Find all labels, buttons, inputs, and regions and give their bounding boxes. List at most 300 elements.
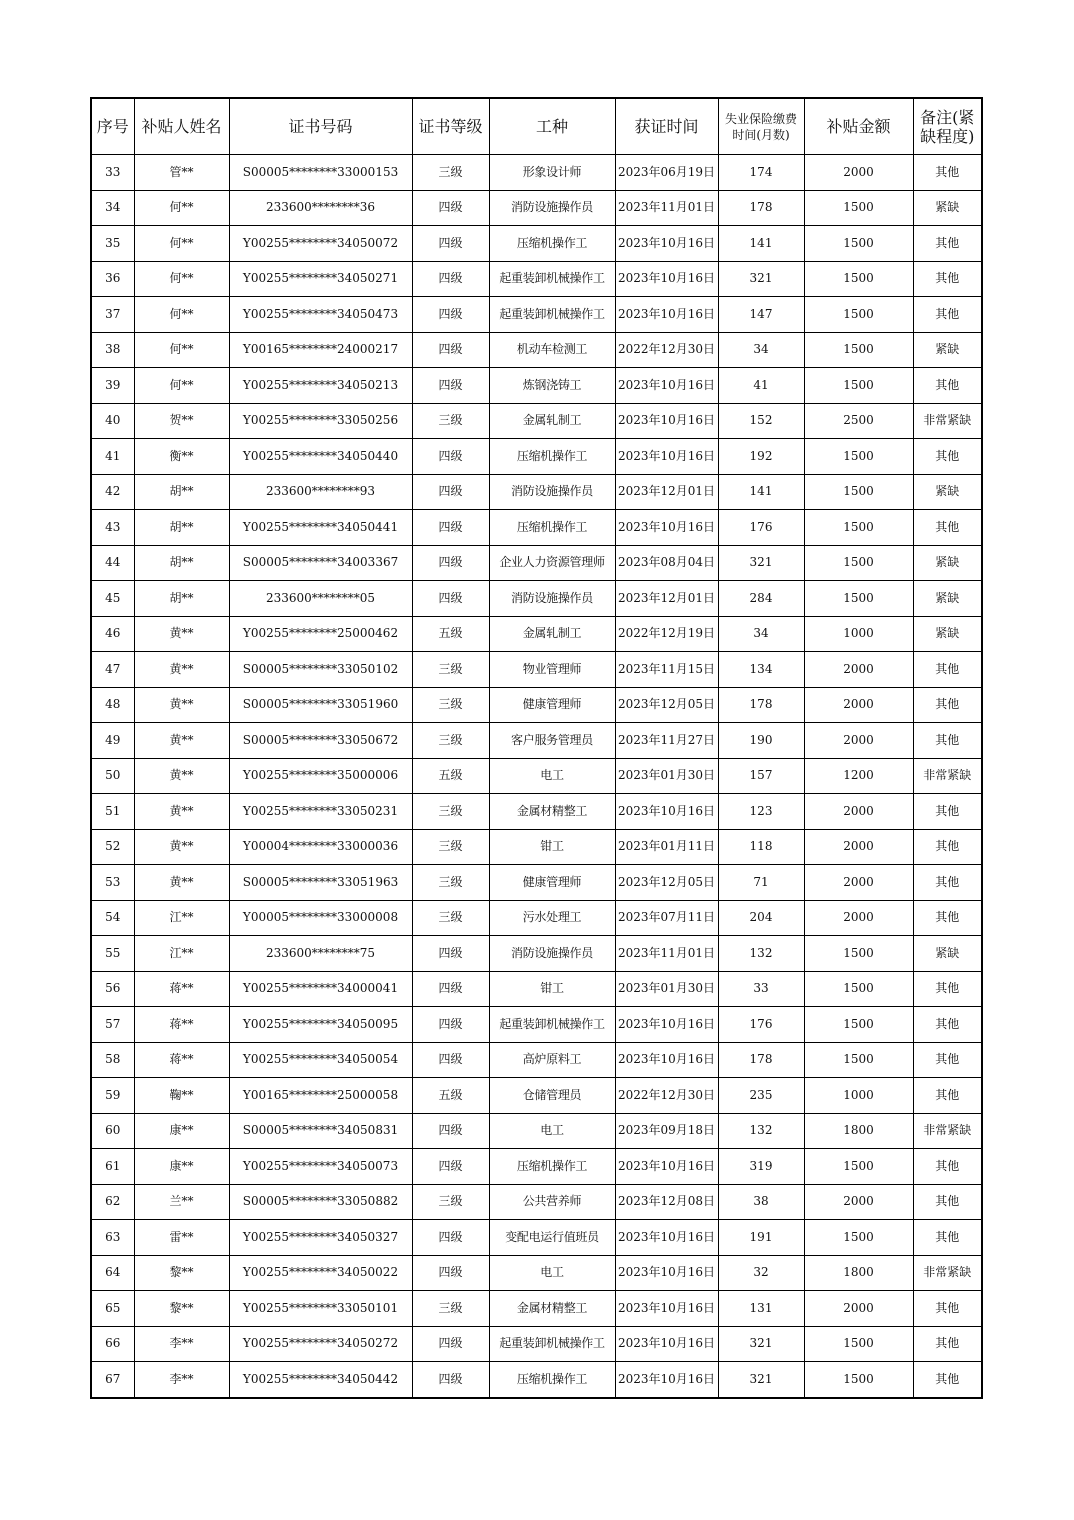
- cert-number-cell: Y00255********34050271: [229, 261, 412, 297]
- remark-cell: 紧缺: [913, 936, 982, 972]
- table-row: [91, 652, 982, 688]
- cert-level-cell: 三级: [412, 403, 489, 439]
- header-cert-date: 获证时间: [615, 98, 718, 155]
- insurance-months-cell: 174: [718, 155, 804, 191]
- insurance-months-cell: 191: [718, 1220, 804, 1256]
- insurance-months-cell: 157: [718, 758, 804, 794]
- seq-cell: 56: [91, 971, 134, 1007]
- insurance-months-cell: 32: [718, 1255, 804, 1291]
- seq-cell: 42: [91, 474, 134, 510]
- cert-number-cell: Y00255********34050073: [229, 1149, 412, 1185]
- job-type-cell: 健康管理师: [489, 865, 615, 901]
- seq-cell: 41: [91, 439, 134, 475]
- remark-cell: 紧缺: [913, 190, 982, 226]
- cert-level-cell: 四级: [412, 936, 489, 972]
- name-cell: 鞠**: [134, 1078, 229, 1114]
- remark-cell: 其他: [913, 829, 982, 865]
- table-row: [91, 687, 982, 723]
- insurance-months-cell: 33: [718, 971, 804, 1007]
- cert-level-cell: 三级: [412, 829, 489, 865]
- subsidy-amount-cell: 1500: [804, 971, 913, 1007]
- job-type-cell: 企业人力资源管理师: [489, 545, 615, 581]
- insurance-months-cell: 41: [718, 368, 804, 404]
- job-type-cell: 消防设施操作员: [489, 474, 615, 510]
- subsidy-amount-cell: 1500: [804, 545, 913, 581]
- job-type-cell: 起重装卸机械操作工: [489, 261, 615, 297]
- cert-date-cell: 2023年11月01日: [615, 936, 718, 972]
- cert-date-cell: 2023年12月05日: [615, 865, 718, 901]
- table-row: [91, 616, 982, 652]
- insurance-months-cell: 147: [718, 297, 804, 333]
- remark-cell: 其他: [913, 155, 982, 191]
- cert-level-cell: 五级: [412, 758, 489, 794]
- remark-cell: 非常紧缺: [913, 403, 982, 439]
- subsidy-amount-cell: 1200: [804, 758, 913, 794]
- table-row: [91, 332, 982, 368]
- seq-cell: 43: [91, 510, 134, 546]
- insurance-months-cell: 34: [718, 332, 804, 368]
- cert-date-cell: 2022年12月30日: [615, 332, 718, 368]
- name-cell: 何**: [134, 226, 229, 262]
- insurance-months-cell: 321: [718, 1326, 804, 1362]
- cert-level-cell: 三级: [412, 652, 489, 688]
- cert-number-cell: Y00255********34000041: [229, 971, 412, 1007]
- insurance-months-cell: 134: [718, 652, 804, 688]
- cert-date-cell: 2023年10月16日: [615, 261, 718, 297]
- remark-cell: 非常紧缺: [913, 758, 982, 794]
- header-subsidy-amount: 补贴金额: [804, 98, 913, 155]
- cert-date-cell: 2023年10月16日: [615, 226, 718, 262]
- cert-date-cell: 2023年12月01日: [615, 474, 718, 510]
- cert-level-cell: 四级: [412, 332, 489, 368]
- insurance-months-cell: 284: [718, 581, 804, 617]
- cert-date-cell: 2023年01月30日: [615, 758, 718, 794]
- name-cell: 江**: [134, 900, 229, 936]
- cert-number-cell: Y00255********34050022: [229, 1255, 412, 1291]
- seq-cell: 54: [91, 900, 134, 936]
- header-cert-number: 证书号码: [229, 98, 412, 155]
- name-cell: 康**: [134, 1149, 229, 1185]
- seq-cell: 55: [91, 936, 134, 972]
- insurance-months-cell: 123: [718, 794, 804, 830]
- job-type-cell: 金属材精整工: [489, 1291, 615, 1327]
- name-cell: 黎**: [134, 1255, 229, 1291]
- cert-number-cell: Y00255********34050327: [229, 1220, 412, 1256]
- insurance-months-cell: 132: [718, 936, 804, 972]
- cert-number-cell: 233600********93: [229, 474, 412, 510]
- cert-level-cell: 四级: [412, 581, 489, 617]
- insurance-months-cell: 71: [718, 865, 804, 901]
- subsidy-amount-cell: 1500: [804, 1007, 913, 1043]
- job-type-cell: 钳工: [489, 971, 615, 1007]
- subsidy-amount-cell: 1500: [804, 1326, 913, 1362]
- remark-cell: 紧缺: [913, 545, 982, 581]
- remark-cell: 紧缺: [913, 474, 982, 510]
- remark-cell: 其他: [913, 865, 982, 901]
- cert-level-cell: 三级: [412, 1184, 489, 1220]
- job-type-cell: 压缩机操作工: [489, 226, 615, 262]
- seq-cell: 60: [91, 1113, 134, 1149]
- cert-date-cell: 2023年10月16日: [615, 1291, 718, 1327]
- name-cell: 蒋**: [134, 971, 229, 1007]
- name-cell: 何**: [134, 332, 229, 368]
- seq-cell: 47: [91, 652, 134, 688]
- cert-date-cell: 2023年10月16日: [615, 1220, 718, 1256]
- insurance-months-cell: 192: [718, 439, 804, 475]
- subsidy-amount-cell: 1500: [804, 297, 913, 333]
- cert-number-cell: Y00255********33050256: [229, 403, 412, 439]
- subsidy-amount-cell: 2000: [804, 865, 913, 901]
- remark-cell: 其他: [913, 226, 982, 262]
- cert-date-cell: 2023年10月16日: [615, 510, 718, 546]
- job-type-cell: 健康管理师: [489, 687, 615, 723]
- cert-level-cell: 三级: [412, 865, 489, 901]
- job-type-cell: 电工: [489, 758, 615, 794]
- name-cell: 何**: [134, 297, 229, 333]
- cert-date-cell: 2023年10月16日: [615, 297, 718, 333]
- subsidy-amount-cell: 2000: [804, 687, 913, 723]
- cert-date-cell: 2023年08月04日: [615, 545, 718, 581]
- insurance-months-cell: 321: [718, 261, 804, 297]
- seq-cell: 50: [91, 758, 134, 794]
- seq-cell: 59: [91, 1078, 134, 1114]
- subsidy-amount-cell: 2000: [804, 900, 913, 936]
- table-row: [91, 474, 982, 510]
- cert-date-cell: 2023年10月16日: [615, 1042, 718, 1078]
- table-row: [91, 439, 982, 475]
- name-cell: 胡**: [134, 581, 229, 617]
- insurance-months-cell: 190: [718, 723, 804, 759]
- cert-level-cell: 四级: [412, 545, 489, 581]
- cert-number-cell: Y00255********33050231: [229, 794, 412, 830]
- cert-number-cell: Y00255********34050473: [229, 297, 412, 333]
- insurance-months-cell: 178: [718, 190, 804, 226]
- insurance-months-cell: 235: [718, 1078, 804, 1114]
- seq-cell: 35: [91, 226, 134, 262]
- cert-level-cell: 三级: [412, 687, 489, 723]
- cert-date-cell: 2022年12月19日: [615, 616, 718, 652]
- subsidy-amount-cell: 2500: [804, 403, 913, 439]
- cert-date-cell: 2023年10月16日: [615, 1255, 718, 1291]
- cert-number-cell: Y00255********35000006: [229, 758, 412, 794]
- seq-cell: 33: [91, 155, 134, 191]
- remark-cell: 其他: [913, 439, 982, 475]
- cert-level-cell: 四级: [412, 1362, 489, 1398]
- name-cell: 黄**: [134, 616, 229, 652]
- subsidy-amount-cell: 2000: [804, 794, 913, 830]
- name-cell: 李**: [134, 1326, 229, 1362]
- job-type-cell: 金属轧制工: [489, 403, 615, 439]
- table-row: [91, 1291, 982, 1327]
- remark-cell: 其他: [913, 687, 982, 723]
- name-cell: 何**: [134, 190, 229, 226]
- job-type-cell: 金属材精整工: [489, 794, 615, 830]
- subsidy-amount-cell: 1500: [804, 1362, 913, 1398]
- table-row: [91, 1042, 982, 1078]
- table-row: [91, 368, 982, 404]
- job-type-cell: 钳工: [489, 829, 615, 865]
- name-cell: 何**: [134, 261, 229, 297]
- subsidy-amount-cell: 1500: [804, 936, 913, 972]
- table-row: [91, 900, 982, 936]
- seq-cell: 51: [91, 794, 134, 830]
- remark-cell: 其他: [913, 1326, 982, 1362]
- name-cell: 黄**: [134, 687, 229, 723]
- cert-date-cell: 2023年12月05日: [615, 687, 718, 723]
- remark-cell: 其他: [913, 1007, 982, 1043]
- name-cell: 黄**: [134, 794, 229, 830]
- seq-cell: 63: [91, 1220, 134, 1256]
- table-row: [91, 297, 982, 333]
- subsidy-amount-cell: 1500: [804, 261, 913, 297]
- seq-cell: 36: [91, 261, 134, 297]
- cert-level-cell: 四级: [412, 1255, 489, 1291]
- name-cell: 黎**: [134, 1291, 229, 1327]
- cert-number-cell: Y00165********24000217: [229, 332, 412, 368]
- subsidy-amount-cell: 2000: [804, 1184, 913, 1220]
- cert-level-cell: 四级: [412, 368, 489, 404]
- table-row: [91, 1078, 982, 1114]
- name-cell: 衡**: [134, 439, 229, 475]
- job-type-cell: 高炉原料工: [489, 1042, 615, 1078]
- cert-number-cell: Y00255********34050440: [229, 439, 412, 475]
- table-row: [91, 1184, 982, 1220]
- name-cell: 李**: [134, 1362, 229, 1398]
- cert-date-cell: 2023年10月16日: [615, 794, 718, 830]
- subsidy-amount-cell: 1500: [804, 226, 913, 262]
- insurance-months-cell: 131: [718, 1291, 804, 1327]
- cert-number-cell: S00005********33000153: [229, 155, 412, 191]
- cert-date-cell: 2023年10月16日: [615, 1149, 718, 1185]
- remark-cell: 其他: [913, 1184, 982, 1220]
- seq-cell: 64: [91, 1255, 134, 1291]
- table-row: [91, 1113, 982, 1149]
- job-type-cell: 起重装卸机械操作工: [489, 1007, 615, 1043]
- cert-date-cell: 2023年10月16日: [615, 439, 718, 475]
- remark-cell: 其他: [913, 261, 982, 297]
- name-cell: 管**: [134, 155, 229, 191]
- job-type-cell: 公共营养师: [489, 1184, 615, 1220]
- name-cell: 何**: [134, 368, 229, 404]
- cert-date-cell: 2023年10月16日: [615, 1362, 718, 1398]
- cert-number-cell: S00005********34050831: [229, 1113, 412, 1149]
- subsidy-amount-cell: 1500: [804, 190, 913, 226]
- cert-date-cell: 2023年01月30日: [615, 971, 718, 1007]
- name-cell: 胡**: [134, 474, 229, 510]
- job-type-cell: 金属轧制工: [489, 616, 615, 652]
- cert-number-cell: Y00255********33050101: [229, 1291, 412, 1327]
- table-row: [91, 723, 982, 759]
- subsidy-table: [90, 97, 983, 1399]
- cert-date-cell: 2023年09月18日: [615, 1113, 718, 1149]
- subsidy-amount-cell: 2000: [804, 723, 913, 759]
- cert-number-cell: S00005********33050672: [229, 723, 412, 759]
- cert-date-cell: 2023年11月15日: [615, 652, 718, 688]
- seq-cell: 57: [91, 1007, 134, 1043]
- name-cell: 黄**: [134, 723, 229, 759]
- header-seq: 序号: [91, 98, 134, 155]
- insurance-months-cell: 132: [718, 1113, 804, 1149]
- subsidy-amount-cell: 1800: [804, 1113, 913, 1149]
- cert-number-cell: Y00255********34050272: [229, 1326, 412, 1362]
- job-type-cell: 压缩机操作工: [489, 439, 615, 475]
- name-cell: 康**: [134, 1113, 229, 1149]
- cert-number-cell: Y00255********34050442: [229, 1362, 412, 1398]
- table-row: [91, 226, 982, 262]
- name-cell: 蒋**: [134, 1042, 229, 1078]
- name-cell: 黄**: [134, 652, 229, 688]
- table-row: [91, 545, 982, 581]
- cert-number-cell: S00005********33051963: [229, 865, 412, 901]
- job-type-cell: 压缩机操作工: [489, 1149, 615, 1185]
- name-cell: 兰**: [134, 1184, 229, 1220]
- subsidy-amount-cell: 1500: [804, 510, 913, 546]
- header-insurance-months: 失业保险缴费时间(月数): [718, 98, 804, 155]
- cert-date-cell: 2023年07月11日: [615, 900, 718, 936]
- subsidy-amount-cell: 2000: [804, 1291, 913, 1327]
- cert-level-cell: 五级: [412, 1078, 489, 1114]
- job-type-cell: 机动车检测工: [489, 332, 615, 368]
- remark-cell: 其他: [913, 900, 982, 936]
- cert-number-cell: Y00255********34050072: [229, 226, 412, 262]
- cert-date-cell: 2023年12月01日: [615, 581, 718, 617]
- cert-level-cell: 三级: [412, 723, 489, 759]
- seq-cell: 65: [91, 1291, 134, 1327]
- table-row: [91, 155, 982, 191]
- table-row: [91, 971, 982, 1007]
- cert-date-cell: 2023年11月27日: [615, 723, 718, 759]
- name-cell: 黄**: [134, 829, 229, 865]
- job-type-cell: 电工: [489, 1113, 615, 1149]
- cert-number-cell: S00005********34003367: [229, 545, 412, 581]
- seq-cell: 37: [91, 297, 134, 333]
- cert-date-cell: 2023年11月01日: [615, 190, 718, 226]
- insurance-months-cell: 178: [718, 687, 804, 723]
- table-row: [91, 1220, 982, 1256]
- seq-cell: 38: [91, 332, 134, 368]
- insurance-months-cell: 204: [718, 900, 804, 936]
- subsidy-amount-cell: 1500: [804, 439, 913, 475]
- cert-level-cell: 四级: [412, 971, 489, 1007]
- job-type-cell: 电工: [489, 1255, 615, 1291]
- seq-cell: 66: [91, 1326, 134, 1362]
- header-remark: 备注(紧缺程度): [913, 98, 982, 155]
- remark-cell: 其他: [913, 794, 982, 830]
- cert-level-cell: 五级: [412, 616, 489, 652]
- seq-cell: 49: [91, 723, 134, 759]
- seq-cell: 34: [91, 190, 134, 226]
- cert-number-cell: S00005********33050102: [229, 652, 412, 688]
- cert-date-cell: 2023年06月19日: [615, 155, 718, 191]
- job-type-cell: 压缩机操作工: [489, 1362, 615, 1398]
- seq-cell: 39: [91, 368, 134, 404]
- cert-number-cell: 233600********75: [229, 936, 412, 972]
- table-row: [91, 1326, 982, 1362]
- insurance-months-cell: 34: [718, 616, 804, 652]
- insurance-months-cell: 38: [718, 1184, 804, 1220]
- table-row: [91, 1149, 982, 1185]
- job-type-cell: 消防设施操作员: [489, 581, 615, 617]
- seq-cell: 62: [91, 1184, 134, 1220]
- remark-cell: 其他: [913, 971, 982, 1007]
- table-row: [91, 261, 982, 297]
- cert-level-cell: 四级: [412, 1113, 489, 1149]
- job-type-cell: 起重装卸机械操作工: [489, 297, 615, 333]
- subsidy-amount-cell: 1800: [804, 1255, 913, 1291]
- cert-level-cell: 四级: [412, 190, 489, 226]
- cert-level-cell: 三级: [412, 794, 489, 830]
- table-row: [91, 758, 982, 794]
- cert-level-cell: 四级: [412, 1220, 489, 1256]
- cert-level-cell: 三级: [412, 155, 489, 191]
- cert-number-cell: Y00255********34050213: [229, 368, 412, 404]
- job-type-cell: 形象设计师: [489, 155, 615, 191]
- insurance-months-cell: 176: [718, 510, 804, 546]
- table-row: [91, 403, 982, 439]
- job-type-cell: 物业管理师: [489, 652, 615, 688]
- table-body: [91, 155, 982, 1398]
- remark-cell: 其他: [913, 1078, 982, 1114]
- remark-cell: 紧缺: [913, 332, 982, 368]
- header-cert-level: 证书等级: [412, 98, 489, 155]
- cert-level-cell: 四级: [412, 226, 489, 262]
- table-row: [91, 510, 982, 546]
- job-type-cell: 变配电运行值班员: [489, 1220, 615, 1256]
- seq-cell: 46: [91, 616, 134, 652]
- remark-cell: 其他: [913, 1220, 982, 1256]
- remark-cell: 其他: [913, 368, 982, 404]
- header-name: 补贴人姓名: [134, 98, 229, 155]
- cert-level-cell: 四级: [412, 510, 489, 546]
- subsidy-amount-cell: 1500: [804, 1042, 913, 1078]
- cert-number-cell: Y00165********25000058: [229, 1078, 412, 1114]
- job-type-cell: 炼钢浇铸工: [489, 368, 615, 404]
- job-type-cell: 压缩机操作工: [489, 510, 615, 546]
- seq-cell: 61: [91, 1149, 134, 1185]
- subsidy-amount-cell: 1500: [804, 581, 913, 617]
- seq-cell: 48: [91, 687, 134, 723]
- cert-number-cell: 233600********36: [229, 190, 412, 226]
- cert-number-cell: Y00255********25000462: [229, 616, 412, 652]
- table-row: [91, 1255, 982, 1291]
- cert-level-cell: 三级: [412, 900, 489, 936]
- seq-cell: 52: [91, 829, 134, 865]
- cert-date-cell: 2023年10月16日: [615, 1326, 718, 1362]
- cert-date-cell: 2022年12月30日: [615, 1078, 718, 1114]
- subsidy-amount-cell: 2000: [804, 652, 913, 688]
- remark-cell: 其他: [913, 1291, 982, 1327]
- subsidy-amount-cell: 1000: [804, 1078, 913, 1114]
- cert-number-cell: Y00255********34050441: [229, 510, 412, 546]
- remark-cell: 紧缺: [913, 616, 982, 652]
- job-type-cell: 消防设施操作员: [489, 936, 615, 972]
- cert-level-cell: 四级: [412, 1042, 489, 1078]
- table-row: [91, 190, 982, 226]
- remark-cell: 其他: [913, 297, 982, 333]
- name-cell: 雷**: [134, 1220, 229, 1256]
- cert-level-cell: 四级: [412, 1326, 489, 1362]
- insurance-months-cell: 321: [718, 1362, 804, 1398]
- header-row: [91, 98, 982, 155]
- name-cell: 蒋**: [134, 1007, 229, 1043]
- insurance-months-cell: 141: [718, 474, 804, 510]
- job-type-cell: 污水处理工: [489, 900, 615, 936]
- table-row: [91, 1362, 982, 1398]
- cert-level-cell: 四级: [412, 261, 489, 297]
- remark-cell: 非常紧缺: [913, 1255, 982, 1291]
- cert-date-cell: 2023年10月16日: [615, 1007, 718, 1043]
- seq-cell: 44: [91, 545, 134, 581]
